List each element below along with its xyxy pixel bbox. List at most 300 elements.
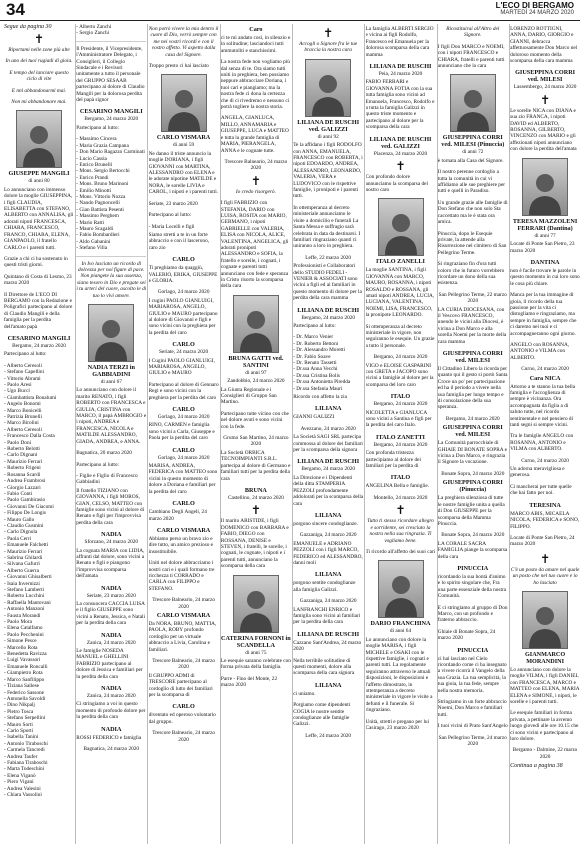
mourner-name: - Roberto Belotti bbox=[4, 446, 40, 453]
mourner-name: - Don Mario Ragazzo Carminati bbox=[76, 149, 145, 156]
mourner-name: - Dr. Fabio Soave bbox=[293, 353, 331, 360]
place-date: di anni 97 bbox=[245, 369, 267, 376]
mourner-name: - Francesco Dalla Costa bbox=[4, 433, 55, 440]
notice-text: Tra le famiglie ANGELO con ROSANNA, ANTONIO e VILMA con ALBERTO. bbox=[510, 433, 574, 453]
notice-text: porgono sincere condoglianze. bbox=[293, 520, 358, 527]
mourner-name: - Maurizio Ferrari bbox=[4, 548, 43, 555]
mourner-name: - Sergio Zanchi bbox=[76, 30, 110, 37]
place-date: Gazzaniga, 24 marzo 2020 bbox=[299, 598, 357, 605]
notice-text: Partecipano al lutto: bbox=[293, 322, 336, 329]
mourner-name: - Paolo Aresi bbox=[4, 382, 32, 388]
dedication-text: E nni abbandonarmi mai. bbox=[11, 87, 67, 94]
notice-text: Partecipano al lutto: bbox=[76, 461, 119, 468]
mourner-name: - Carmela Tancredi bbox=[4, 747, 45, 754]
deceased-name: NADIA bbox=[101, 725, 122, 733]
mourners-list bbox=[76, 24, 146, 37]
notice-text: Partecipano al dolore di Gennaro Regi e sono vicini con la preghiera per la perdita del caro bbox=[148, 381, 219, 401]
notice-text: Nella terribile solitudine di questi momenti, dolore alla scomparsa della cara signora bbox=[293, 657, 355, 677]
column-rule bbox=[509, 24, 510, 844]
notice-text: La preghiera silenziosa di tutte le nostre famiglie unita a quella di Don GIUSEPPE per la scomparsa della Mamma Pinuccia. bbox=[437, 495, 505, 527]
place-date: Zanica, 24 marzo 2020 bbox=[86, 639, 136, 646]
place-date: Trescore Balneario, 24 marzo 2020 bbox=[224, 158, 288, 172]
notice-text: La consuocera CACCIA LUISA e il figlio GIUSEPPE sono vicini a Renato, Jessica, e Natali per la perdita della cara bbox=[76, 601, 145, 627]
mourner-name: - Mons. Vittorio Nozza bbox=[76, 193, 126, 200]
column-rule bbox=[75, 24, 76, 844]
deceased-name: GIUSEPPINA CORRI (Pinuccia) bbox=[442, 479, 503, 494]
notice-divider bbox=[76, 256, 146, 257]
deceased-name: CARLO bbox=[172, 500, 195, 508]
mourner-name: - Fausta Morandi bbox=[4, 612, 41, 619]
dedication-text: Ricostituirai all'Altro del Signore. bbox=[446, 26, 500, 39]
notice-text: La famiglia ALBERTI SERGIO e vicina ai figli Rodolfo, Francesco ed Emanuela per la dolorosa scomparsa della cara mamma bbox=[365, 26, 434, 58]
deceased-name: GIUSEPPINA CORRI ved. MILESI bbox=[442, 424, 503, 439]
mourner-name: - Enrico Brunelli bbox=[76, 161, 113, 168]
mourner-name: - Elena Viganò bbox=[4, 772, 36, 779]
place-date: Curno, 24 marzo 2020 bbox=[521, 366, 569, 373]
notice-text: LA CORALE SACRA FAMIGLIA piange la scomparsa della cara bbox=[437, 540, 508, 560]
publication-name: L'ECO DI BERGAMO bbox=[495, 1, 574, 10]
portrait-photo bbox=[16, 110, 62, 168]
mourner-name: - Simone Pesce bbox=[4, 638, 37, 645]
notice-text: Il fratello TIZIANO con GIOVANNA, i figli MOROS, GIAN, CELSO, MATTEO con famiglie sono vicini al dolore di Renato e figli per l'improvvisa perdita della cara bbox=[76, 487, 145, 526]
dedication-text: Accogli o Signore fra le tue braccia la nostra cara bbox=[299, 41, 358, 54]
portrait-photo bbox=[161, 74, 207, 132]
place-date: di anni 75 bbox=[245, 649, 267, 656]
notice-text: Professionisti e Collaboratori dello STUDIO FEDELI - VENIER & ASSOCIATI sono vicini a figli ed ai familiari in questo momento di dolore per la perdita della cara mamma bbox=[293, 263, 362, 302]
deceased-name: PINUCCIA bbox=[457, 646, 489, 654]
notice-text: Quintano di Costa di Lesmo, 23 marzo 2020 bbox=[4, 273, 72, 287]
notice-text: Lo annunciano con immenso dolore la moglie GIUSEPPINA, i figli CLAUDIA, ELISABETTA con STEFANO, ALBERTO con ANNALISA, gli adorati nipoti FRANCESCA, CHIARA, FRANCESCO, FRANCO, CHIARA, ELENA, GIANPAOLO, il fratello CARLO e i parenti tutti. bbox=[4, 186, 74, 251]
column-rule bbox=[437, 24, 438, 844]
notice-text: Un grande grazie alle famiglie di Don Stefano che non solo Sta caccettato ma le è stata ora amica. bbox=[437, 199, 508, 226]
mourner-name: - Marco Bonicelli bbox=[4, 407, 42, 414]
place-date: Grumo San Martino, 24 marzo 2020 bbox=[223, 435, 289, 448]
notice-text: LA CURIA DIOCESANA, con il Vescovo FRANCESCO, unendo le vicini alla Diocesi, è vicina a Don Marco e alla sorella Noemi per la morte della cara mamma bbox=[437, 306, 507, 345]
issue-date: MARTEDÌ 24 MARZO 2020 bbox=[500, 10, 574, 16]
mourner-name: - Luigi Vavassori bbox=[4, 657, 41, 664]
notice-text: Il marito ARISTIDE, i figli DOMENICO con BARBARA e FABIO, DIEGO con ROSSANA, DENISE e STEVEN, i fratelli, le sorelle, i cognati, le cognate, i nipoti e i parenti tutti, annunciano la scomparsa della cara bbox=[220, 518, 289, 570]
notice-text: Unità, stretti e pregano per lui Casirago, 23 marzo 2020 bbox=[365, 718, 430, 731]
mourner-name: - Chiara Vassolini bbox=[4, 792, 42, 798]
mourner-name: - Roberto Frigeni bbox=[4, 465, 41, 472]
deceased-name: CARLO bbox=[172, 446, 195, 454]
deceased-name: DARIO FRANCHINA bbox=[370, 620, 431, 628]
mourners-list bbox=[76, 473, 146, 486]
mourner-name: - Marcello Rota bbox=[4, 644, 38, 651]
place-date: Avezzano, 24 marzo 2020 bbox=[300, 425, 356, 432]
mourner-name: - Paolo Mora bbox=[4, 619, 32, 626]
notice-text: Il Presidente, il Vicepresidente, l'Amministratore Delegato, i Consiglieri, il Collegio Sindacale e i Revisori unitamente a tutto il personale del GRUPPO SESAAB partecipano al dolore di Claudio Mangili per la dolorosa perdita del papà signor bbox=[76, 45, 145, 104]
mourner-name: - Dino Nikpalj bbox=[4, 702, 35, 709]
mourner-name: - Benedetta Ravizza bbox=[4, 651, 47, 658]
dedication-text: E tempo del lanciare questo ciclo di vite bbox=[9, 69, 69, 83]
notice-text: Cambiano Degli Angeli, 24 marzo 2020 bbox=[148, 509, 207, 522]
cross-icon: ✝ bbox=[33, 32, 45, 46]
place-date: di anni 77 bbox=[534, 232, 556, 239]
page-header bbox=[0, 0, 580, 21]
mourner-name: - Marco Sanfilippo bbox=[4, 676, 45, 683]
notice-text: LANFRANCHI ENRICO e famiglia sono vicini ai familiari per la perdita della cara bbox=[293, 606, 361, 626]
deceased-name: LILIANA DE RUSCHI bbox=[369, 63, 432, 71]
deceased-name: LILIANA DE RUSCHI bbox=[297, 458, 360, 466]
place-date: Bonate Sopra, 24 marzo 2020 bbox=[441, 532, 505, 539]
place-date: Castellino, 24 marzo 2020 bbox=[227, 494, 284, 501]
mourner-name: - Silvana Gafurri bbox=[4, 561, 40, 568]
deceased-name: NADIA bbox=[101, 584, 122, 592]
place-date: Bergamo - Dalmine, 22 marzo 2020 bbox=[512, 747, 578, 760]
notice-text: ANGELO con ROSANNA, ANTONIO e VILMA con ALBERTO. bbox=[510, 341, 570, 361]
notice-text: Partecipano al lutto: bbox=[76, 124, 119, 131]
portrait-photo bbox=[88, 304, 134, 362]
mourners-list bbox=[293, 334, 363, 392]
notice-text: Si ottemperanza al decreto ministeriale in vigore, non seguiranno le esequie. Un grazie a tutto il personale. bbox=[365, 323, 435, 349]
place-date: Bergamo, 24 marzo 2020 bbox=[373, 401, 428, 408]
place-date: Trescore Balneario, 24 marzo 2020 bbox=[152, 658, 215, 671]
notice-text: Partecipano tutte vicino con che nel dolore avuti e sono vicini con la fede. bbox=[220, 410, 289, 430]
mourner-name: - Carlo Dignani bbox=[4, 452, 38, 459]
mourner-name: - Enrico Prandi bbox=[76, 174, 109, 181]
mourner-name: - Emanuele Falchetti bbox=[4, 542, 49, 549]
place-date: di anni 72 bbox=[462, 149, 484, 156]
obituary-column bbox=[438, 24, 508, 844]
notice-text: MARISA, ANDREA, FEDERICA con MATTEO sono vicini in questo momento di dolore a Doriana e familiari per la perdita del caro bbox=[148, 463, 218, 495]
mourner-name: - Dr. Renato Tassetti bbox=[293, 360, 337, 366]
mourner-name: - Andrea Taufer bbox=[4, 753, 38, 760]
dedication-text: Io credo risorgerò. bbox=[235, 188, 276, 195]
obituary-column bbox=[510, 24, 580, 844]
portrait-photo bbox=[450, 74, 496, 132]
notice-text: Il Direttore de L'ECO DI BERGAMO con la Redazione e Poligrafici partecipano al dolore di Claudio Mangili e della famiglia per la perdita dell'amato papà bbox=[4, 291, 73, 330]
notice-text: VIGO e ELOISE GASPARINI con GRETA e JACOPO sono vicini a famiglie al dolore per la scomparsa del loro caro bbox=[365, 362, 434, 388]
place-date: Montello, 24 marzo 2020 bbox=[373, 494, 428, 501]
deceased-name: CARLO VISMARA bbox=[156, 526, 211, 534]
deceased-name: CARLO VISMARA bbox=[156, 134, 211, 142]
notice-text: Con profondo dolore annunciamo la scomparsa del nostro caro bbox=[365, 174, 429, 193]
obituary-column bbox=[221, 24, 291, 844]
mourner-name: - Fabiana Tiraboschi bbox=[4, 759, 48, 766]
notice-text: La moglie SANTINA, i figli GIOVANNA con MARCO, MAURO, ROSANNA, i nipoti ROSALDO e ROSSANA, gli amati nipoti ANDREA, LUCIA, LUCIANA, VALENTINA, NOEMI, LISA, FRANCESCO, la pronipote LEONARDO. bbox=[365, 267, 435, 319]
deceased-name: LILIANA DE RUSCHI bbox=[297, 630, 360, 638]
notice-text: La Giunta Regionale e i Consiglieri di Gruppo San Martino. bbox=[220, 386, 277, 406]
notice-text: Si ringraziano fin d'ora tutti coloro che in futuro vorrebbero ricordare un dono della sua esistenza. bbox=[437, 261, 505, 287]
cross-icon: ✝ bbox=[540, 551, 551, 566]
mourner-name: - Elena Catalfamo bbox=[4, 625, 43, 632]
notice-text: MARCO ABIS, MICAELA NICOLA, FEDERICA e SONO, FILIPPO. bbox=[510, 510, 580, 530]
deceased-name: CARLO bbox=[172, 256, 195, 264]
mourner-name: - Angelo Bonomi bbox=[4, 401, 41, 408]
deceased-name: GIUSEPPINA CORRI ved. MILESI (Pinuccia) bbox=[441, 134, 505, 149]
mourner-name: - Marta Todeschini bbox=[4, 766, 45, 773]
notice-text: Il nostro perenne cordoglio a tutta la comunità in cui vi affidiamo alle sue preghiere per tutti e quelli in Paradiso. bbox=[437, 169, 506, 195]
notice-text: NICOLETTA e GIANLUCA sono vicini a Santina e figli per la perdita del caro Italo. bbox=[365, 409, 432, 429]
mourner-name: - Dr.ssa Antonietta Piredda bbox=[293, 379, 351, 386]
mourner-name: - Ugo Bucci bbox=[4, 388, 30, 395]
mourner-name: - Vittorio Abrami bbox=[4, 375, 41, 382]
deceased-name: CARLO bbox=[172, 406, 195, 414]
mourner-name: - Antonio Manzoni bbox=[4, 606, 45, 613]
place-date: Seriate, 23 marzo 2020 bbox=[86, 592, 136, 599]
cross-icon: ✝ bbox=[323, 26, 334, 40]
place-date: Zanica, 24 marzo 2020 bbox=[86, 693, 136, 700]
deceased-name: GIUSEPPINA CORRI ved. MILESI bbox=[442, 350, 503, 364]
notice-text: EMANUELE e ADRIANO PEZZOLI con i figli MARCO, FEDERICO ed ALESSANDRO, danni moli bbox=[293, 540, 363, 566]
notice-text: Seriate, 23 marzo 2020 bbox=[148, 200, 198, 207]
notice-text: Le famiglie NOSEDA MANUEL e GHELLINI FABRIZIO partecipano al dolore di Jessica e familiari per la perdita della cara bbox=[76, 648, 143, 680]
notice-text: Pinuccia, dopo le Esequie private, la attende alla Risurrezione nel cimitero di San Pellegrino Terme. bbox=[437, 230, 507, 256]
deceased-name: ITALO ZANELLI bbox=[376, 258, 425, 266]
deceased-name: LILIANA bbox=[314, 681, 342, 689]
mourner-name: - Dr. Roberto Bettoni bbox=[293, 340, 339, 347]
notice-text: La Direzione e i Dipendenti della ditta STAMPERIA PEZZOLI profondamente addolorati per la scomparsa della cara bbox=[293, 474, 364, 507]
mourner-name: - Stefano Villa bbox=[76, 245, 108, 252]
dedication-text: Tutto ti stesso ricordare allegro e sorridente, sei cresciuto la nostra nella sua ringrazia. Ti vogliamo bene. bbox=[367, 518, 434, 544]
notice-text: Lo annunciano con dolore il marito RENATO, i figli ROBERTO con FRANCESCA e GIULIA, CRISTINA con MARCO, il papà AMBROGIO e i nipoti, ANDREA e FRANCESCA, NICOLA e MATILDE ALESSANDRO, GIADA, ANDREA, e ANNA. bbox=[76, 387, 147, 445]
deceased-name: CARLO VISMARA bbox=[156, 611, 211, 619]
column-rule bbox=[220, 24, 221, 844]
mourner-name: - Piero Vigani bbox=[4, 779, 34, 786]
notice-text: diventato ed operoso volontario dal gruppo. bbox=[148, 712, 216, 725]
deceased-name: NADIA bbox=[101, 531, 122, 539]
mourner-name: - Alberto Ceresoli bbox=[4, 362, 42, 369]
mourner-name: - Maurizio Ferrari bbox=[4, 458, 43, 465]
notice-text: Le esequie saranno celebrate con forma privata della famiglia. bbox=[220, 657, 291, 671]
portrait-photo bbox=[378, 560, 424, 618]
place-date: Gorlago, 24 marzo 2020 bbox=[157, 289, 210, 296]
mourner-name: - Stefano Capellini bbox=[4, 369, 45, 376]
deceased-name: TERESA MAZZOLENI FERRARI (Dantina) bbox=[512, 217, 578, 232]
mourner-name: - Mons. Bruno Marinoni bbox=[76, 181, 129, 188]
deceased-name: NADIA TERZI in GABBIADINI bbox=[87, 364, 135, 379]
place-date: di anni 59 bbox=[173, 142, 195, 149]
notice-text: Manca per la tua immagine di gioia, il ricordo della tua passione per la vita ci distogliamo e ringraziamo, ma sempre in famiglia, sempre che ci daremo nei tuoi e ci accompagneranno ogni giorno. bbox=[510, 292, 577, 337]
obituary-column bbox=[366, 24, 436, 844]
notice-text: Partecipano al lutto: bbox=[148, 212, 192, 219]
notice-text: Locate di Ponte San Pietro, 23 marzo 2020 bbox=[510, 241, 575, 254]
notice-text: è tornata alla Casa del Signore. bbox=[437, 157, 504, 164]
place-date: di anni 80 bbox=[28, 178, 50, 185]
notice-text: Ricordo con affetto la zia bbox=[293, 394, 347, 401]
deceased-name: GIUSEPPINA CORRI ved. MILESI bbox=[515, 69, 576, 84]
notice-text: La Società ORBICA TECNOIMPIANTI S.R.L. partecipa al dolore di Germano e familiari tutti per la perdita della cara bbox=[220, 449, 291, 482]
mourner-name: - Claudio Gusmini bbox=[4, 522, 44, 529]
notice-text: Ci mancherai per tutte quelle che hai fatto per noi. bbox=[510, 483, 572, 497]
mourner-name: - Nando Pagnoncelli bbox=[76, 200, 120, 207]
mourner-name: - Maria Grazia Campana bbox=[76, 142, 129, 149]
cross-icon: ✝ bbox=[395, 159, 406, 174]
mourners-list bbox=[76, 136, 146, 251]
notice-text: ci hai lasciato nel Cielo ricordando come ci ha insegnato a vivere ricorrà il Vangelo della sua Grazia. La tua semplicità, la tua gioia, la tua fede, sempre nella nostra memoria. bbox=[437, 655, 507, 694]
mourner-name: - Antonio Tiraboschi bbox=[4, 740, 48, 747]
portrait-photo bbox=[378, 198, 424, 256]
place-date: San Pellegrino Terme, 22 marzo 2020 bbox=[438, 291, 507, 305]
notice-text: Il GRUPPO ADMI di TRESCORE partecipano al cordoglio di lutto dei familiari per la scomparsa di bbox=[148, 672, 213, 699]
place-date: Bergamo, 24 marzo 2020 bbox=[373, 441, 428, 448]
notice-text: La Comunità parrocchiale di GHIAIE DI BONATE SOPRA e vicina a Don Marco, e ringrazia il Signore la vocazione. bbox=[437, 440, 507, 466]
notice-text: non è facile trovare le parole in questo momento in cui loro sono le cosa più chiare. bbox=[510, 267, 580, 287]
deceased-name: LILIANA DE RUSCHI ved. GALIZZI bbox=[369, 135, 432, 150]
mourner-name: - Mauro Gallo bbox=[4, 516, 35, 523]
mourner-name: - Pietro Tosca bbox=[4, 708, 34, 715]
mourner-name: - Maria Locelli e figli bbox=[148, 223, 195, 230]
column-rule bbox=[147, 24, 148, 844]
mourner-name: - Paolo Gambirasio bbox=[4, 497, 46, 504]
notice-text: FABIO FERRARI e GIOVANNA FOTIA con la sua tutta famiglia sono vicini ad Emanuela, Francesco, Rodolfo e a tutta la famiglia Galizzi in questo triste momento e partecipano al dolore per la scomparsa della cara bbox=[365, 79, 435, 131]
place-date: Peia, 24 marzo 2020 bbox=[378, 71, 423, 78]
notice-text: ricordando la sua bontà d'animo e lo spirito singolare che, Fra una parte essenziale della nostra Comunità. bbox=[437, 573, 507, 600]
notice-text: I figli FABRIZIO con STEFANIA, DARIO con LUISA, ROSITA con MARIO, GERMANO, i nipoti GABRIELLE con VALERIA, ELISA con NICOLA, ALICE, VALENTINA, ANGELICA, gli adorati pronipoti ALESSANDRO e SOFIA, la fratello e sorelle, i cognati, i cognate e parenti tutti annunciano con fede e speranza in Cristo risorto la scomparsa della cara bbox=[220, 200, 289, 290]
mourner-name: - Federico Sassone bbox=[4, 689, 45, 696]
cross-icon: ✝ bbox=[395, 503, 406, 518]
mourner-name: - Dr.ssa Anna Vecchi bbox=[293, 366, 338, 373]
portrait-photo bbox=[233, 575, 279, 633]
mourner-name: - Paolo Doni bbox=[4, 439, 32, 446]
notice-text: Partecipano al lutto: bbox=[4, 351, 47, 358]
notice-text: Attorno a te stanno la tua bella famiglia e l'accoglienza di sempre è vicinanza. Ora accompagnata da figlia a di saluto tutte, nel ricordo sentimentale e nel pensiero di tanti segni si sempre vicini. bbox=[510, 383, 576, 429]
place-date: Bergamo, 24 marzo 2020 bbox=[445, 415, 500, 422]
mourner-name: - Massimo Perghem bbox=[76, 213, 119, 220]
mourner-name: - Marco Birolini bbox=[4, 420, 39, 427]
mourner-name: - Stefano Serpellini bbox=[4, 715, 46, 722]
portrait-photo bbox=[522, 158, 568, 216]
notice-text: ANGELINA Bella e famiglie. bbox=[365, 483, 430, 490]
place-date: Gorlago, 24 marzo 2020 bbox=[157, 414, 210, 421]
mourner-name: - Paolo Pecchenini bbox=[4, 631, 44, 638]
deceased-name: CESARINO MANGILI bbox=[79, 108, 143, 116]
notice-text: GIANNI GALIZZI bbox=[293, 414, 335, 421]
notice-text: Troppo presto ci hai lasciato bbox=[148, 63, 209, 70]
notice-text: ci uniamo. bbox=[293, 690, 316, 697]
deceased-name: GIUSEPPE MANGILI bbox=[8, 170, 70, 178]
place-date: Bergamo, 24 marzo 2020 bbox=[373, 354, 428, 361]
place-date: Zandobbio, 24 marzo 2020 bbox=[227, 378, 285, 385]
notice-text: In ottemperanza al decreto ministeriale annunciamo le visite a domicilio e funerali La Santa Messa e suffragio sarà celebrata in data da destinarsi. I familiari ringraziano quanti ci uniranno a loro in preghiera. bbox=[293, 204, 361, 250]
mourner-name: - Gian Battista Pesenti bbox=[76, 206, 124, 213]
notice-text: ci te mi andato così, in silenzio e in solitudine; lasciandoci tutti ammutoliti e stanchissimi. bbox=[220, 35, 291, 54]
place-date: Bergamo, 24 marzo 2020 bbox=[84, 116, 139, 123]
mourner-name: - Carlo Dignola bbox=[4, 529, 38, 536]
mourner-name: - Giorgio Lazzari bbox=[4, 484, 41, 491]
mourner-name: - Giampietro Rota bbox=[4, 670, 43, 677]
notice-text: E ci stringiamo al gruppo di Don Marco, con un profondo e fraterno abbraccio. bbox=[437, 604, 508, 624]
column-rule bbox=[364, 24, 365, 844]
dedication-text: In Ivo lasciato un ricordo di dolcezza per noi figure di pace. Non piangete la sua assenza, siano tesoro in Dio e pregate sei i tu arteri del cuore, ascolto le di tuo lo vivi amore. bbox=[76, 260, 147, 299]
notice-text: Con profonda tristezza partecipiamo al dolore dei familiari per la perdita di bbox=[365, 450, 421, 470]
deceased-name: DANTINA bbox=[530, 258, 560, 266]
mourner-name: - Mauro Scagaldi bbox=[76, 225, 114, 232]
mourner-name: - Raffaella Mantovani bbox=[4, 599, 51, 606]
dedication-text: Non potrò vivere la mia dentro il cuore di Dio, verrò sempre con me nei vostri ricordi e con il vostro affetto. Vi aspetto dalla casa del Signore. bbox=[148, 26, 219, 58]
portrait-photo bbox=[233, 295, 279, 353]
notice-text: La nostra fede non vogliamo più dal senza di te. Ora siamo tutti uniti in preghiera, ben possiamo neppure abbracciare Doriana, i tuoi cari e piangiamo; ma la nostra fede ci dona la certezza che di ci rivedremo e nessuno ci potrà togliere la nostra storia. bbox=[220, 59, 290, 111]
mourner-name: - Giovanni De Giacomi bbox=[4, 503, 54, 510]
deceased-name: NADIA bbox=[101, 631, 122, 639]
mourner-name: - Mauro Sorti bbox=[4, 721, 33, 728]
place-date: Curno, 24 marzo 2020 bbox=[521, 457, 569, 464]
mourner-name: - Massimo Cincera bbox=[76, 136, 117, 143]
mourner-name: - Figlie e Figlio di Francesco Gabbiadini bbox=[76, 472, 138, 486]
notice-text: Siamo stretti a te in un forte abbraccio e con il lascerono, caro zio bbox=[148, 231, 210, 251]
notice-text: Ci stringiamo a voi in questo momento di profondo dolore per la perdita della cara bbox=[76, 701, 146, 721]
continued-from-label: Segue da pagina 30 bbox=[4, 24, 52, 30]
obituary-column bbox=[149, 24, 219, 844]
mourner-name: - Fabio Bombardieri bbox=[76, 232, 120, 239]
notice-text: Le esequie familiari in forma privata, a pettinare la avremo luogo giovedì alle ore 10.15 che ci sono vicini e partecipano al loro dolore. bbox=[510, 710, 579, 742]
mourner-name: - Isaia Invernizzi bbox=[4, 580, 40, 587]
deceased-name: ITALO bbox=[390, 393, 411, 401]
mourner-name: - Patrizia Brunelli bbox=[4, 414, 42, 421]
deceased-name: ITALO bbox=[390, 474, 411, 482]
deceased-name: CARLO bbox=[172, 703, 195, 711]
mourners-list bbox=[149, 224, 219, 230]
deceased-name: Cara NICA bbox=[529, 374, 561, 382]
mourner-name: - Mons. Sergio Bertocchi bbox=[76, 168, 130, 175]
mourner-name: - Tiziana Sallese bbox=[4, 683, 40, 690]
place-date: di anni 64 bbox=[389, 628, 412, 635]
deceased-name: BRUNA bbox=[244, 486, 267, 494]
place-date: Leffe, 22 marzo 2020 bbox=[305, 254, 352, 261]
notice-text: Stringiamo in un forte abbraccio Noemi, Don Marco e familiari tutti. bbox=[437, 699, 507, 718]
notice-text: La cognata MARIA con LIDIA, affranti dal dolore, sono vicini a Renato e figli e piangono l'improvvisa scomparsa dell'amata bbox=[76, 547, 145, 580]
portrait-photo bbox=[522, 591, 568, 649]
notice-text: La Società SAGI SRL partecipa commossa al dolore dei familiari per la scomparsa della signora bbox=[293, 434, 363, 454]
deceased-name: Caro bbox=[249, 26, 263, 33]
deceased-name: LILIANA bbox=[314, 405, 342, 413]
mourner-name: - Mario Ratti bbox=[76, 219, 104, 226]
place-date: Sforzano, 24 marzo 2020 bbox=[84, 539, 139, 546]
notice-text: LORENZO ROTTIGNI, ANNA, DARIO, GIORGIO e GIANNI, debracca affettuosamente Don Marco nel doloroso momento della scomparsa della cara mamma bbox=[510, 26, 578, 65]
column-rule bbox=[292, 24, 293, 844]
place-date: Gorlago, 24 marzo 2020 bbox=[157, 454, 210, 461]
deceased-name: CARLO bbox=[172, 341, 195, 349]
deceased-name: LILIANA DE RUSCHI bbox=[297, 306, 360, 314]
deceased-name: PINUCCIA bbox=[457, 564, 489, 572]
notice-text: RINO, CARMEN e famiglia sono vicini a Carla, Giuseppe e Paola per la perdita del caro bbox=[148, 422, 215, 442]
mourner-name: - Giambattista Bonalumi bbox=[4, 394, 57, 401]
place-date: Bergamo, 24 marzo 2020 bbox=[301, 466, 356, 473]
notice-text: I tuoi vicini di Prato Sant'Angelo bbox=[437, 723, 508, 730]
notice-text: Grazie a chi ci ha sostenuto in questi tristi giorni. bbox=[4, 255, 68, 269]
notice-text: Locate di Ponte San Pietro, 24 marzo 2020 bbox=[510, 534, 575, 548]
notice-text: Un adorna meravigliosa e generosa. bbox=[510, 466, 565, 479]
place-date: San Pellegrino Terme, 24 marzo 2020 bbox=[438, 734, 507, 748]
place-date: Leffe, 24 marzo 2020 bbox=[305, 732, 352, 739]
place-date: Bergamo, 24 marzo 2020 bbox=[12, 342, 66, 349]
deceased-name: LILIANA bbox=[314, 571, 342, 579]
mourner-name: - Andrea Frambrosi bbox=[4, 478, 46, 485]
notice-text: Il Cittadino Libero la ricorda per quanto qui il gesto si portò Santa Croce un po' per partecipazione ed ha il periodo a vivere nella sua famiglia per lungo tempo e di consolazione della sua speranza. bbox=[437, 366, 508, 411]
mourner-name: - Andrea Valesini bbox=[4, 785, 41, 792]
place-date: Bonate Sopra, 24 marzo 2020 bbox=[441, 470, 505, 477]
mourner-name: - Paola Cerri bbox=[4, 535, 32, 542]
notice-text: ANGELA, GIANLUCA, MILLO, ANNAMARIA e GIUSEPPE, LUCA e MATTEO e tutta la grande famiglia di MARIA, PIERANGELA, ANNA e le cognate tutte. bbox=[220, 115, 289, 154]
deceased-name: CESARINO MANGILI bbox=[7, 334, 71, 342]
deceased-name: GIANMARCO MORANDINI bbox=[524, 650, 566, 665]
place-date: Bergamo, 24 marzo 2020 bbox=[301, 314, 356, 321]
notice-text: Porgiamo come dipendenti COGIA le nostre sentite condoglianze alle famiglie Galizzi. bbox=[293, 702, 351, 728]
mourner-name: - Rosanna Scardi bbox=[4, 471, 41, 478]
place-date: Lassembergo, 24 marzo 2020 bbox=[513, 84, 577, 91]
mourner-name: - Dr.ssa Stefania Mauri bbox=[293, 385, 343, 392]
notice-text: Bagnatica, 20 marzo 2020 bbox=[76, 450, 132, 457]
notice-text: porgono sentite condoglianze alla famiglia Galizzi. bbox=[293, 580, 356, 593]
mourner-name: - Filippo De Longis bbox=[4, 510, 46, 517]
place-date: Gazzaniga, 24 marzo 2020 bbox=[299, 532, 357, 539]
notice-text: I Cugini PAOLO GIANLUIGI, MARIAROSA, ANGELO, GIULIO e MAURO bbox=[148, 357, 215, 377]
deceased-name: CATERINA FORNONI in SCANDELLA bbox=[221, 634, 291, 649]
mourner-name: - Antonella Savoldi bbox=[4, 695, 46, 702]
mourner-name: - Roberto Lucchini bbox=[4, 593, 45, 600]
deceased-name: BRUNA GATTI ved. SANTINI bbox=[228, 354, 284, 369]
